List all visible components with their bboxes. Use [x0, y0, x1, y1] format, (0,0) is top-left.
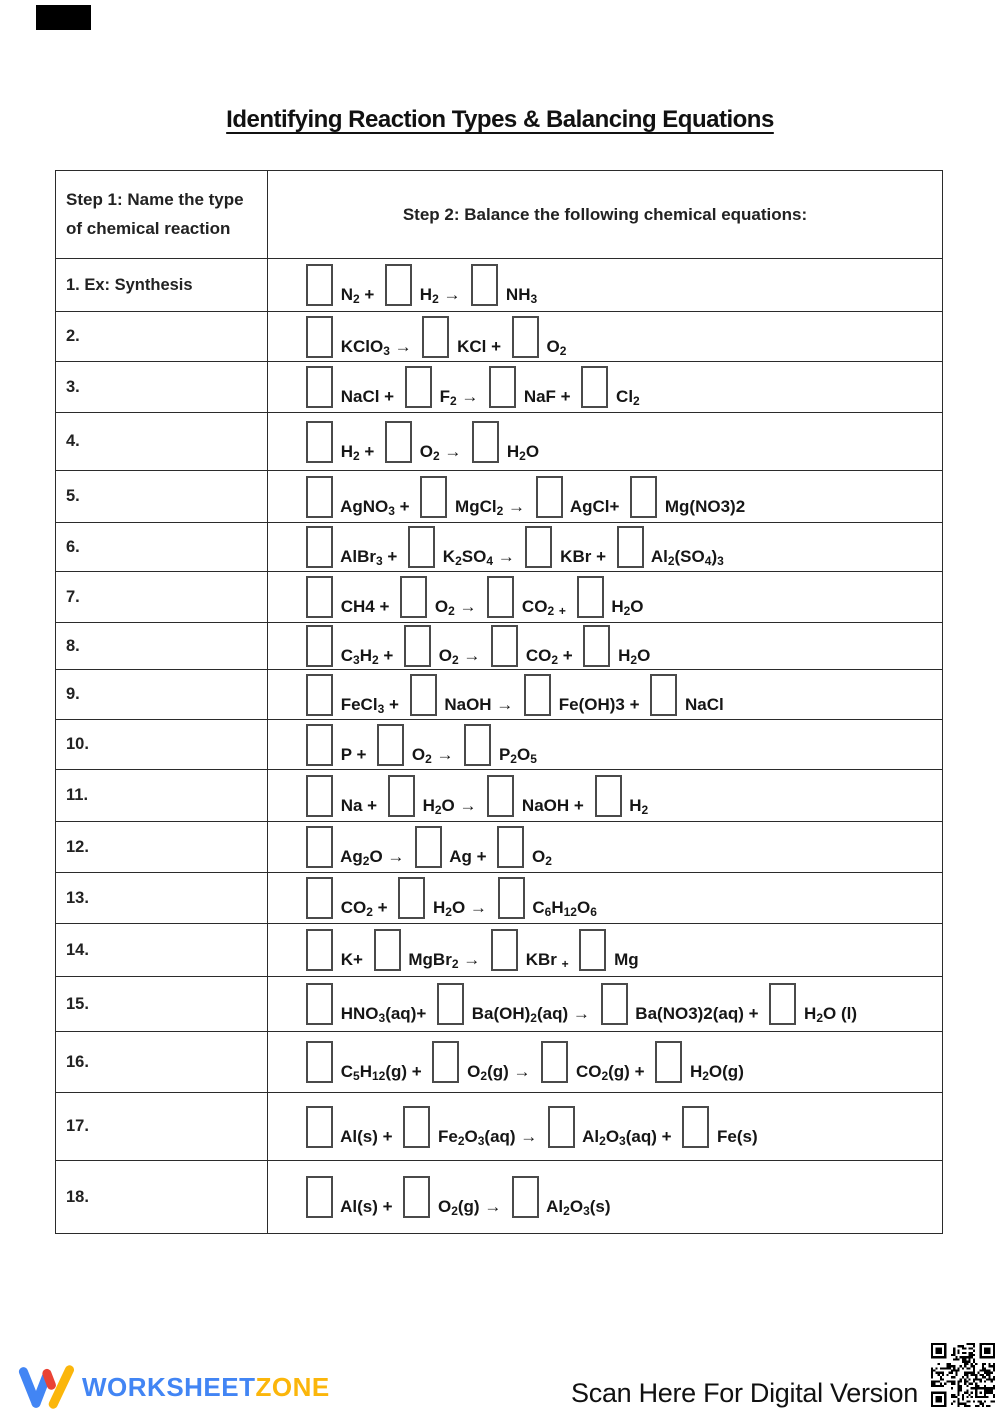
subscript: 2	[559, 343, 567, 358]
subscript: 6	[544, 905, 552, 919]
reaction-type-cell[interactable]	[56, 362, 268, 413]
coefficient-box[interactable]	[306, 929, 333, 971]
coefficient-box[interactable]	[581, 366, 608, 408]
reaction-type-cell[interactable]	[56, 1093, 268, 1161]
subscript: 3	[376, 554, 383, 568]
subscript: 2	[667, 554, 675, 568]
row-label: 16.	[66, 1052, 89, 1071]
coefficient-box[interactable]	[306, 476, 333, 518]
subscript: 2	[445, 905, 452, 919]
reaction-type-cell[interactable]	[56, 770, 268, 822]
table-row	[56, 924, 943, 977]
subscript: 2	[455, 554, 462, 568]
step2-header: Step 2: Balance the following chemical equations:	[268, 171, 943, 259]
coefficient-box[interactable]	[487, 775, 514, 817]
subscript: 3	[383, 343, 390, 358]
reaction-type-cell[interactable]	[56, 873, 268, 924]
equation-cell: $CO_2 + H_2O \to C_6H_{12}O_6$	[268, 873, 943, 924]
row-label: 12.	[66, 837, 89, 856]
table-row	[56, 770, 943, 822]
subscript: 5	[530, 751, 537, 766]
worksheet-table-head	[56, 171, 943, 259]
coefficient-box[interactable]	[306, 576, 333, 618]
coefficient-box[interactable]	[306, 1041, 333, 1083]
coefficient-box[interactable]	[579, 929, 606, 971]
coefficient-box[interactable]	[489, 366, 516, 408]
subscript: 3	[530, 292, 538, 306]
row-label: 3.	[66, 377, 80, 396]
coefficient-box[interactable]	[548, 1106, 575, 1148]
subscript: 3	[378, 1011, 386, 1025]
row-label: 9.	[66, 685, 80, 703]
coefficient-box[interactable]	[655, 1041, 682, 1083]
coefficient-box[interactable]	[420, 476, 447, 518]
subscript: 2	[425, 751, 432, 766]
worksheet-table-body	[56, 259, 943, 1234]
subscript: 2	[519, 448, 526, 463]
subscript: 3	[353, 653, 360, 667]
coefficient-box[interactable]	[497, 826, 524, 868]
subscript: 2	[702, 1069, 709, 1083]
equation-cell: $H_2 + O_2 \to H_2O$	[268, 413, 943, 471]
row-label: 2.	[66, 327, 80, 345]
black-corner-mark	[36, 5, 91, 30]
coefficient-box[interactable]	[374, 929, 401, 971]
table-row	[56, 523, 943, 572]
subscript: 2	[451, 1204, 458, 1218]
row-label: 6.	[66, 537, 80, 556]
coefficient-box[interactable]	[385, 264, 412, 306]
coefficient-box[interactable]	[437, 983, 464, 1025]
coefficient-box[interactable]	[385, 421, 412, 463]
subscript: 2	[563, 1204, 570, 1218]
row-label: 14.	[66, 940, 89, 959]
coefficient-box[interactable]	[377, 724, 404, 766]
coefficient-box[interactable]	[306, 316, 333, 358]
table-row	[56, 720, 943, 770]
subscript: 3	[717, 554, 724, 568]
coefficient-box[interactable]	[541, 1041, 568, 1083]
coefficient-box[interactable]	[306, 625, 333, 667]
coefficient-box[interactable]	[422, 316, 449, 358]
page-footer	[0, 1340, 1000, 1414]
subscript: 2	[545, 854, 552, 868]
subscript: 2	[816, 1011, 823, 1025]
coefficient-box[interactable]	[400, 576, 427, 618]
subscript: 2	[623, 604, 631, 618]
subscript: 2	[371, 653, 379, 667]
subscript: 3	[619, 1133, 626, 1148]
equation-cell: FeCl$_3$ + NaOH → Fe(OH)3 + NaCl	[268, 670, 943, 720]
equation-cell: $C_5H_{12}(g) + O_2(g) \to CO_2(g) + H_2O(g)$	[268, 1032, 943, 1093]
subscript: 3	[583, 1204, 590, 1218]
row-label: 5.	[66, 487, 80, 505]
equation-cell: AlBr$_3$ + $K_2SO_4$ → KBr + $Al_2(SO_4)_3$	[268, 523, 943, 572]
subscript: 3	[377, 701, 385, 716]
table-row	[56, 312, 943, 362]
coefficient-box[interactable]	[306, 264, 333, 306]
coefficient-box[interactable]	[536, 476, 563, 518]
subscript: 2	[480, 1069, 488, 1083]
table-row	[56, 471, 943, 523]
subscript: 12	[563, 905, 577, 919]
coefficient-box[interactable]	[306, 826, 333, 868]
coefficient-box[interactable]	[410, 674, 437, 716]
subscript: 2	[451, 957, 459, 971]
coefficient-box[interactable]	[472, 421, 499, 463]
subscript: 2	[362, 854, 370, 868]
coefficient-box[interactable]	[408, 526, 435, 568]
equation-cell: $P + O_2 \to P_2O_5$	[268, 720, 943, 770]
coefficient-box[interactable]	[415, 826, 442, 868]
coefficient-box[interactable]	[471, 264, 498, 306]
worksheetzone-logo	[18, 1362, 330, 1412]
subscript: 4	[486, 554, 493, 568]
coefficient-box[interactable]	[769, 983, 796, 1025]
worksheetzone-logo-icon	[18, 1362, 74, 1412]
subscript: 2	[510, 751, 517, 766]
coefficient-box[interactable]	[630, 476, 657, 518]
subscript: 2	[433, 448, 440, 463]
equation-cell: $Al(s) + Fe_2O_3(aq) \to Al_2O_3(aq) + Fe(s)$	[268, 1093, 943, 1161]
coefficient-box[interactable]	[306, 775, 333, 817]
reaction-type-cell[interactable]	[56, 1032, 268, 1093]
reaction-type-cell[interactable]	[56, 720, 268, 770]
reaction-type-cell[interactable]	[56, 259, 268, 312]
reaction-type-cell[interactable]	[56, 572, 268, 623]
coefficient-box[interactable]	[404, 625, 431, 667]
coefficient-box[interactable]	[498, 877, 525, 919]
equation-cell: NaCl + $F_2$ → NaF + $Cl_2$	[268, 362, 943, 413]
subscript: 2	[496, 503, 504, 518]
table-row	[56, 1093, 943, 1161]
reaction-type-cell[interactable]	[56, 977, 268, 1032]
coefficient-box[interactable]	[601, 983, 628, 1025]
subscript: 2	[451, 653, 459, 667]
row-label: 15.	[66, 994, 89, 1013]
coefficient-box[interactable]	[306, 526, 333, 568]
coefficient-box[interactable]	[491, 625, 518, 667]
coefficient-box[interactable]	[595, 775, 622, 817]
coefficient-box[interactable]	[525, 526, 552, 568]
coefficient-box[interactable]	[306, 674, 333, 716]
coefficient-box[interactable]	[650, 674, 677, 716]
subscript: +	[558, 604, 566, 618]
subscript: 2	[353, 292, 360, 306]
subscript: 2	[457, 1133, 465, 1148]
table-row	[56, 259, 943, 312]
coefficient-box[interactable]	[583, 625, 610, 667]
subscript: 2	[448, 604, 455, 618]
reaction-type-cell[interactable]	[56, 413, 268, 471]
coefficient-box[interactable]	[487, 576, 514, 618]
table-row	[56, 1032, 943, 1093]
subscript: 2	[530, 1011, 537, 1025]
qr-code	[931, 1343, 995, 1407]
row-label: 4.	[66, 432, 80, 450]
coefficient-box[interactable]	[432, 1041, 459, 1083]
equation-cell: $C_3H_2 + O_2 \to CO_2 + H_2O$	[268, 623, 943, 670]
subscript: 2	[551, 653, 559, 667]
coefficient-box[interactable]	[617, 526, 644, 568]
reaction-type-cell[interactable]	[56, 312, 268, 362]
row-label: 18.	[66, 1187, 89, 1206]
row-label: 8.	[66, 636, 80, 655]
row-label: 10.	[66, 735, 89, 753]
subscript: +	[561, 957, 569, 971]
subscript: 2	[434, 802, 442, 817]
coefficient-box[interactable]	[306, 724, 333, 766]
reaction-type-cell[interactable]	[56, 670, 268, 720]
logo-text-worksheet: WORKSHEET	[82, 1371, 256, 1402]
coefficient-box[interactable]	[398, 877, 425, 919]
reaction-type-cell[interactable]	[56, 471, 268, 523]
subscript: 2	[599, 1133, 606, 1148]
coefficient-box[interactable]	[512, 316, 539, 358]
worksheet-table	[55, 170, 943, 1234]
row-label: 1. Ex: Synthesis	[66, 275, 193, 294]
table-row	[56, 1161, 943, 1234]
row-label: 7.	[66, 587, 80, 606]
coefficient-box[interactable]	[577, 576, 604, 618]
table-row	[56, 413, 943, 471]
subscript: 2	[601, 1069, 609, 1083]
equation-cell: $Ag_2O \to Ag + O_2$	[268, 822, 943, 873]
table-row	[56, 822, 943, 873]
coefficient-box[interactable]	[306, 983, 333, 1025]
coefficient-box[interactable]	[306, 1106, 333, 1148]
coefficient-box[interactable]	[682, 1106, 709, 1148]
reaction-type-cell[interactable]	[56, 1161, 268, 1234]
subscript: 2	[641, 802, 649, 817]
subscript: 6	[590, 905, 597, 919]
equation-cell: $CH4 + O_2 \to CO_2$ $_+$ $H_2O$	[268, 572, 943, 623]
subscript: 2	[353, 448, 360, 463]
subscript: 3	[388, 503, 395, 518]
table-row	[56, 873, 943, 924]
reaction-type-cell[interactable]	[56, 924, 268, 977]
subscript: 2	[630, 653, 638, 667]
subscript: 4	[704, 554, 712, 568]
subscript: 5	[353, 1069, 360, 1083]
equation-cell: AgNO$_3$ + MgCl$_2$ → AgCl+ Mg(NO3)2	[268, 471, 943, 523]
reaction-type-cell[interactable]	[56, 822, 268, 873]
page-title: Identifying Reaction Types & Balancing Equations	[226, 106, 774, 133]
subscript: 2	[432, 292, 439, 306]
table-row	[56, 977, 943, 1032]
coefficient-box[interactable]	[403, 1106, 430, 1148]
reaction-type-cell[interactable]	[56, 523, 268, 572]
equation-cell: $Na + H_2O$ → NaOH + $H_2$	[268, 770, 943, 822]
coefficient-box[interactable]	[306, 366, 333, 408]
equation-cell: $Al(s) + O_2(g) \to Al_2O_3(s)$	[268, 1161, 943, 1234]
coefficient-box[interactable]	[403, 1176, 430, 1218]
table-row	[56, 572, 943, 623]
scan-here-text: Scan Here For Digital Version	[571, 1378, 918, 1408]
table-row	[56, 623, 943, 670]
row-label: 11.	[66, 786, 89, 804]
logo-text-zone: ZONE	[255, 1371, 330, 1402]
subscript: 2	[366, 905, 373, 919]
coefficient-box[interactable]	[405, 366, 432, 408]
reaction-type-cell[interactable]	[56, 623, 268, 670]
subscript: 2	[547, 604, 555, 618]
equation-cell: KClO$_3$ → KCl + $O_2$	[268, 312, 943, 362]
coefficient-box[interactable]	[306, 1176, 333, 1218]
subscript: 2	[633, 394, 640, 408]
subscript: 2	[449, 394, 457, 408]
coefficient-box[interactable]	[524, 674, 551, 716]
row-label: 17.	[66, 1117, 89, 1135]
equation-cell: $HNO_3(aq)+ Ba(OH)_2(aq) \to Ba(NO3)2(aq) + H_2O$ (l)	[268, 977, 943, 1032]
coefficient-box[interactable]	[388, 775, 415, 817]
row-label: 13.	[66, 888, 89, 907]
coefficient-box[interactable]	[306, 421, 333, 463]
coefficient-box[interactable]	[464, 724, 491, 766]
step1-header: Step 1: Name the type of chemical reaction	[56, 171, 268, 259]
header-row	[56, 171, 943, 259]
table-row	[56, 362, 943, 413]
coefficient-box[interactable]	[306, 877, 333, 919]
equation-cell: $N_2 + H_2 \to NH_3$	[268, 259, 943, 312]
subscript: 3	[477, 1133, 485, 1148]
equation-cell: K+ MgBr$_2$ → KBr $_+$ Mg	[268, 924, 943, 977]
subscript: 12	[371, 1069, 386, 1083]
table-row	[56, 670, 943, 720]
coefficient-box[interactable]	[512, 1176, 539, 1218]
coefficient-box[interactable]	[491, 929, 518, 971]
